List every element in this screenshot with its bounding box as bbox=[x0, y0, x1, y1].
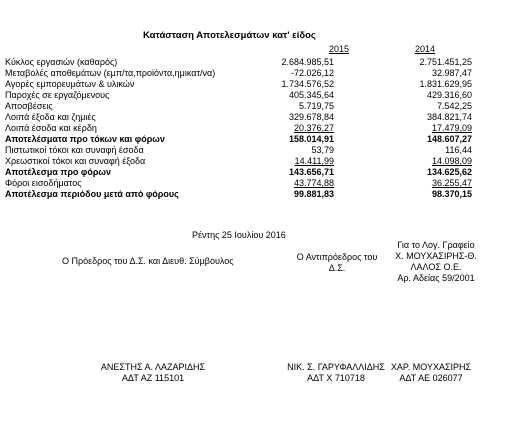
signature-vice-name: ΝΙΚ. Σ. ΓΑΡΥΦΑΛΛΙΔΗΣ bbox=[287, 362, 385, 372]
signature-president bbox=[88, 362, 218, 384]
signature-vice-id: ΑΔΤ Χ 710718 bbox=[307, 373, 365, 383]
row-label: Αποτέλεσμα περιόδου μετά από φόρους bbox=[5, 189, 179, 199]
row-value-2014: 1.831.629,95 bbox=[419, 79, 472, 89]
row-label: Παροχές σε εργαζόμενους bbox=[5, 90, 110, 100]
row-value-2014: 14.098,09 bbox=[431, 156, 472, 166]
statement-row bbox=[5, 90, 510, 101]
statement-row bbox=[5, 134, 510, 145]
row-value-2014: 2.751.451,25 bbox=[419, 57, 472, 67]
statement-row bbox=[5, 156, 510, 167]
row-value-2014: 32.987,47 bbox=[431, 68, 472, 78]
signature-vice-president bbox=[286, 362, 386, 384]
signature-accountant-name: ΧΑΡ. ΜΟΥΧΑΣΙΡΗΣ bbox=[390, 362, 472, 372]
income-statement-table bbox=[5, 57, 510, 200]
row-label: Αγορές εμπορευμάτων & υλικών bbox=[5, 79, 135, 89]
row-label: Λοιπά έξοδα και ζημιές bbox=[5, 112, 96, 122]
row-label: Φόροι εισοδήματος bbox=[5, 178, 82, 188]
office-line4: Αρ. Αδείας 59/2001 bbox=[397, 273, 475, 283]
vice-president-title bbox=[296, 252, 378, 274]
statement-row bbox=[5, 57, 510, 68]
statement-row bbox=[5, 101, 510, 112]
statement-row bbox=[5, 167, 510, 178]
row-label: Κύκλος εργασιών (καθαρός) bbox=[5, 57, 118, 67]
signature-president-id: ΑΔΤ ΑΖ 115101 bbox=[121, 373, 185, 383]
row-value-2014: 17.479,09 bbox=[431, 123, 472, 133]
president-title: Ο Πρόεδρος του Δ.Σ. και Διευθ. Σύμβουλος bbox=[62, 256, 234, 266]
row-value-2014: 36.255,47 bbox=[431, 178, 472, 188]
signature-accountant-id: ΑΔΤ ΑΕ 026077 bbox=[399, 373, 463, 383]
row-label: Χρεωστικοί τόκοι και συναφή έξοδα bbox=[5, 156, 146, 166]
row-value-2015: 1.734.576,52 bbox=[281, 79, 334, 89]
statement-row bbox=[5, 145, 510, 156]
row-value-2014: 98.370,15 bbox=[431, 189, 472, 199]
row-value-2015: 5.719,75 bbox=[298, 101, 334, 111]
row-label: Μεταβολές αποθεμάτων (εμπ/τα,προϊόντα,ημικατ/να) bbox=[5, 68, 216, 78]
row-value-2015: 2.684.985,51 bbox=[281, 57, 334, 67]
row-value-2014: 384.821,74 bbox=[426, 112, 472, 122]
row-label: Αποτέλεσμα προ φόρων bbox=[5, 167, 112, 177]
vice-title-line2: Δ.Σ. bbox=[328, 263, 346, 273]
vice-title-line1: Ο Αντιπρόεδρος του bbox=[296, 252, 378, 262]
row-value-2014: 116,44 bbox=[445, 145, 472, 155]
row-value-2014: 148.607,27 bbox=[426, 134, 472, 144]
row-value-2015: 143.656,71 bbox=[288, 167, 334, 177]
row-label: Αποσβέσεις bbox=[5, 101, 53, 111]
statement-row bbox=[5, 112, 510, 123]
office-line2: Χ. ΜΟΥΧΑΣΙΡΗΣ-Θ. bbox=[395, 251, 477, 261]
statement-row bbox=[5, 189, 510, 200]
year-header-2015: 2015 bbox=[329, 44, 350, 54]
statement-title: Κατάσταση Αποτελεσμάτων κατ' είδος bbox=[143, 30, 316, 41]
office-line1: Για το Λογ. Γραφείο bbox=[397, 240, 475, 250]
statement-row bbox=[5, 123, 510, 134]
row-value-2015: 99.881,83 bbox=[293, 189, 334, 199]
row-label: Λοιπά έσοδα και κέρδη bbox=[5, 123, 97, 133]
row-value-2015: 14.411,99 bbox=[294, 156, 334, 166]
row-label: Αποτελέσματα προ τόκων και φόρων bbox=[5, 134, 165, 144]
row-value-2014: 7.542,25 bbox=[436, 101, 472, 111]
accounting-office-block bbox=[381, 240, 491, 284]
row-label: Πιστωτικοί τόκοι και συναφή έσοδα bbox=[5, 145, 144, 155]
row-value-2015: 329.678,84 bbox=[288, 112, 334, 122]
signature-president-name: ΑΝΕΣΤΗΣ Α. ΛΑΖΑΡΙΔΗΣ bbox=[100, 362, 206, 372]
signature-accountant bbox=[384, 362, 478, 384]
statement-row bbox=[5, 79, 510, 90]
year-header-2014: 2014 bbox=[415, 44, 436, 54]
statement-row bbox=[5, 68, 510, 79]
row-value-2014: 429.316,60 bbox=[426, 90, 472, 100]
place-date: Ρέντης 25 Ιουλίου 2016 bbox=[192, 230, 286, 240]
row-value-2014: 134.625,62 bbox=[426, 167, 472, 177]
statement-row bbox=[5, 178, 510, 189]
row-value-2015: 405.345,64 bbox=[288, 90, 334, 100]
row-value-2015: 20.376,27 bbox=[293, 123, 334, 133]
row-value-2015: 53,79 bbox=[311, 145, 334, 155]
office-line3: ΛΑΛΟΣ Ο.Ε. bbox=[410, 262, 462, 272]
row-value-2015: -72.026,12 bbox=[290, 68, 334, 78]
row-value-2015: 43.774,88 bbox=[293, 178, 334, 188]
row-value-2015: 158.014,91 bbox=[288, 134, 334, 144]
